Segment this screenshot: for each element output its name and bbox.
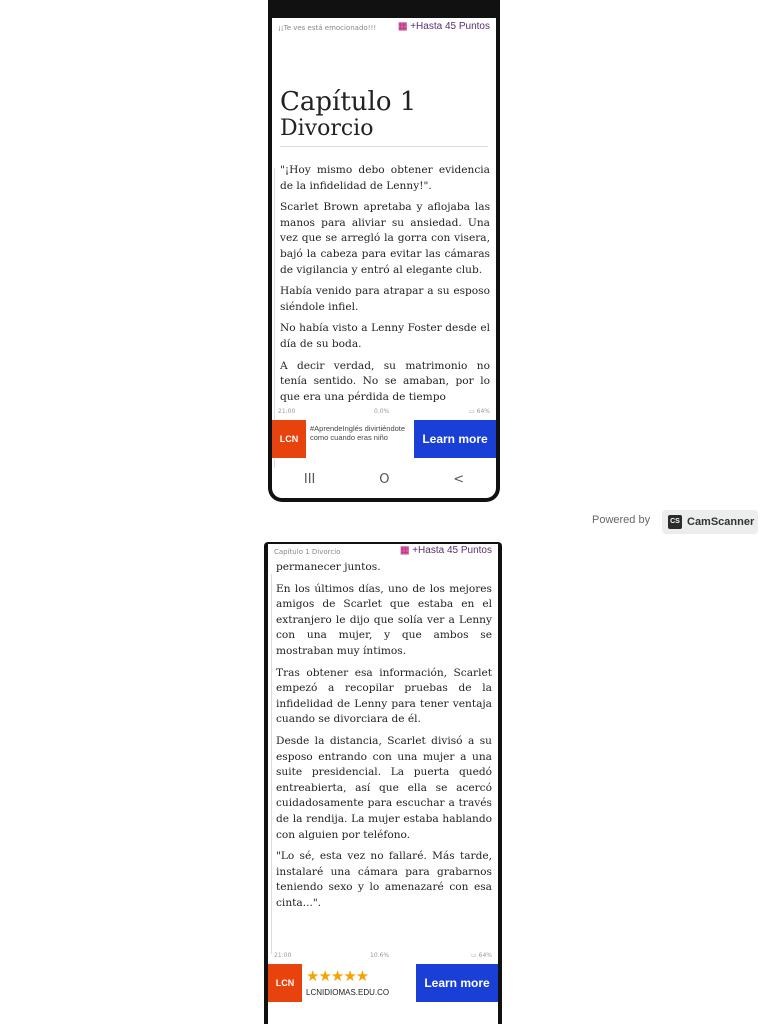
learn-more-button[interactable]: Learn more [416,964,498,1002]
paragraph: Había venido para atrapar a su esposo siéndole infiel. [280,285,490,313]
lcn-logo: LCN [272,420,306,458]
reading-progress: 0.0% [374,408,390,415]
battery-status [469,408,490,415]
android-nav-bar [272,466,496,492]
chapter-title: Capítulo 1 [280,87,417,117]
ad-text: #AprendeInglés divirtiéndote como cuando eras niño [310,424,406,442]
battery-icon: ▭ [469,408,475,415]
reader-screen-1 [268,0,500,502]
screen-crack [274,168,275,468]
powered-by-label: Powered by [592,514,651,526]
footer-time: 21:00 [278,408,296,415]
gift-icon: ▦ [399,545,410,556]
reader-screen-2 [264,542,502,1024]
ad-banner[interactable] [272,420,496,458]
paragraph: No había visto a Lenny Foster desde el día de su boda. [280,322,490,350]
paragraph: En los últimos días, uno de los mejores amigos de Scarlet que estaba en el extranjero le dijo que solía ver a Lenny con una mujer, y que ambos se mostraban muy íntimos. [276,582,492,657]
paragraph: "Lo sé, esta vez no fallaré. Más tarde, instalaré una cámara para grabarnos teniendo sexo y lo amenazaré con esa cinta...". [276,850,492,909]
battery-icon: ▭ [471,952,477,959]
paragraph: Tras obtener esa información, Scarlet empezó a recopilar pruebas de la infidelidad de Lenny para tener ventaja cuando se divorciara de él. [276,666,492,726]
paragraph: A decir verdad, su matrimonio no tenía sentido. No se amaban, por lo que era una pérdida de tiempo [280,359,490,403]
paragraph: Scarlet Brown apretaba y aflojaba las manos para aliviar su ansiedad. Una vez que se arregló la gorra con visera, bajó la cabeza para evitar las cámaras de vigilancia y entró al elegante club. [280,201,490,276]
battery-level: 64% [478,952,492,959]
paragraph: Desde la distancia, Scarlet divisó a su esposo entrando con una mujer a una suite presidencial. La puerta quedó entreabierta, así que ella se acercó cuidadosamente para escuchar a través de la rendija. La mujer estaba hablando con alguien por teléfono. [276,734,492,841]
reader-header [268,544,498,562]
home-icon[interactable]: O [379,471,390,487]
back-icon[interactable]: < [453,471,465,487]
recent-apps-icon[interactable]: III [303,471,316,487]
points-badge[interactable] [400,545,492,556]
lcn-logo: LCN [268,964,302,1002]
reader-footer [274,952,492,959]
battery-status [471,952,492,959]
header-text: Capítulo 1 Divorcio [274,548,341,556]
camscanner-badge [662,510,758,534]
points-label: +Hasta 45 Puntos [412,545,492,556]
paragraph: permanecer juntos. [276,561,381,573]
battery-level: 64% [476,408,490,415]
header-text: ¡¡Te ves está emocionado!!! [278,24,377,32]
divider [280,146,488,147]
reading-progress: 10.6% [370,952,390,959]
points-badge[interactable] [398,21,490,32]
screen-crack [271,574,272,954]
chapter-subtitle: Divorcio [280,116,374,141]
footer-time: 21:00 [274,952,292,959]
ad-banner[interactable] [268,964,498,1002]
reader-footer [278,408,490,415]
gift-icon: ▦ [397,21,408,32]
points-label: +Hasta 45 Puntos [410,21,490,32]
learn-more-button[interactable]: Learn more [414,420,496,458]
camscanner-label: CamScanner [687,516,755,528]
rating-stars: ★★★★★ [306,968,369,985]
paragraph: "¡Hoy mismo debo obtener evidencia de la infidelidad de Lenny!". [280,164,490,192]
ad-site: LCNIDIOMAS.EDU.CO [306,988,390,997]
camscanner-icon: CS [668,515,682,529]
reader-header [272,18,496,40]
